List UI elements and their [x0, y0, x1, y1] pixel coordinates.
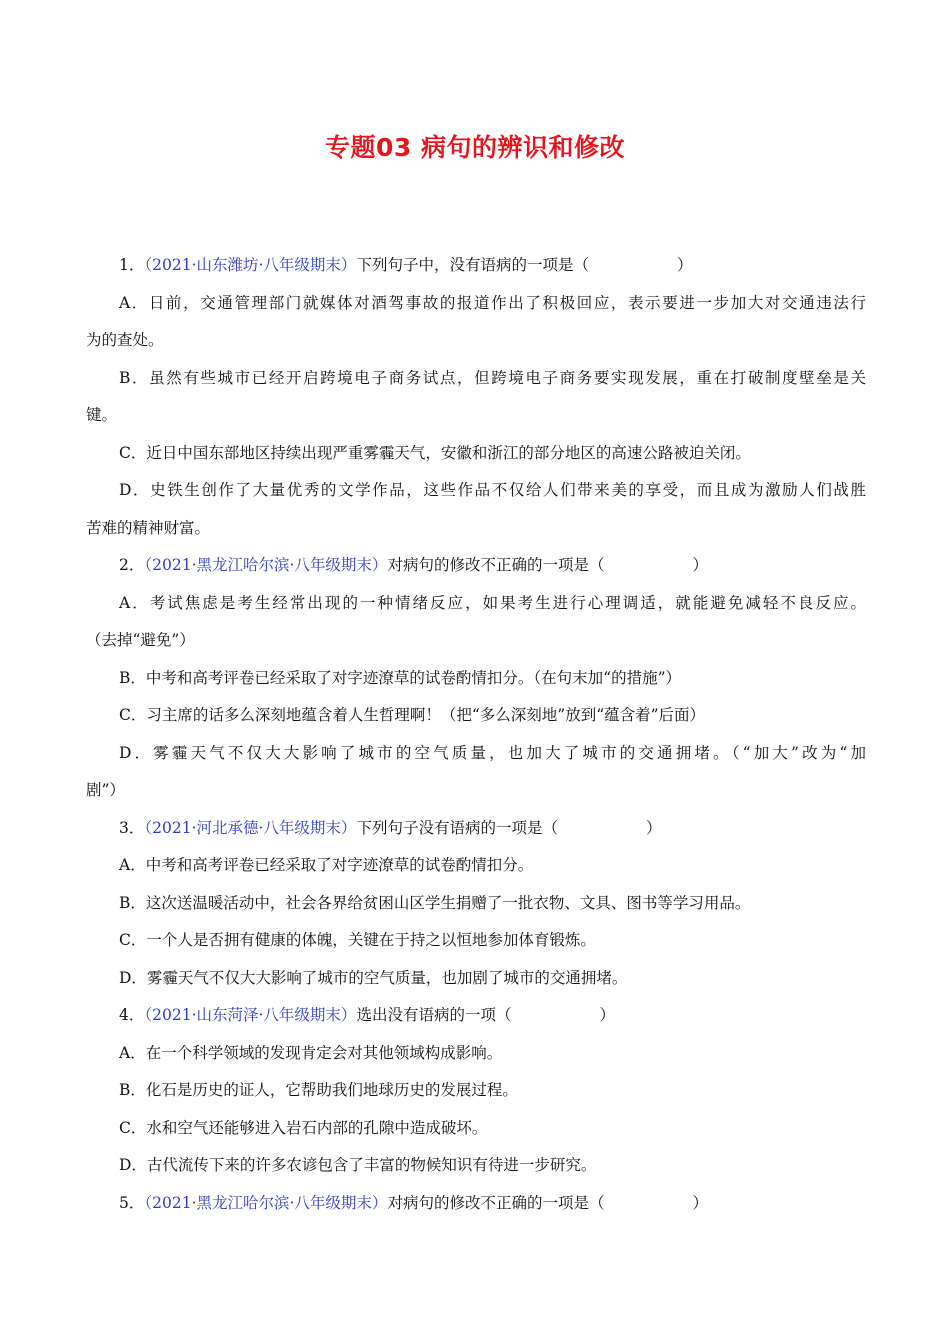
question-source: （2021·山东潍坊·八年级期末） — [144, 256, 357, 274]
option-line: D．古代流传下来的许多农谚包含了丰富的物候知识有待进一步研究。 — [119, 1156, 597, 1174]
question-stem: 2．（2021·黑龙江哈尔滨·八年级期末）对病句的修改不正确的一项是（ ） — [119, 556, 708, 574]
option-line: B．这次送温暖活动中，社会各界给贫困山区学生捐赠了一批衣物、文具、图书等学习用品。 — [119, 893, 751, 912]
question-stem: 5．（2021·黑龙江哈尔滨·八年级期末）对病句的修改不正确的一项是（ ） — [119, 1193, 708, 1212]
option-line: A．考试焦虑是考生经常出现的一种情绪反应，如果考生进行心理调适，就能避免减轻不良反应。 — [119, 593, 866, 612]
option-line: 为的查处。 — [86, 331, 164, 349]
option-line: （去掉“避免”） — [86, 631, 195, 649]
option-line: C．习主席的话多么深刻地蕴含着人生哲理啊！（把“多么深刻地”放到“蕴含着”后面） — [119, 706, 706, 724]
question-stem: 1．（2021·山东潍坊·八年级期末）下列句子中，没有语病的一项是（ ） — [119, 256, 693, 274]
question-source: （2021·山东菏泽·八年级期末） — [144, 1006, 357, 1024]
option-line: D．雾霾天气不仅大大影响了城市的空气质量，也加大了城市的交通拥堵。（“加大”改为“加 — [119, 743, 866, 762]
option-line: C．一个人是否拥有健康的体魄，关键在于持之以恒地参加体育锻炼。 — [119, 931, 596, 949]
option-line: B．虽然有些城市已经开启跨境电子商务试点，但跨境电子商务要实现发展，重在打破制度壁垒是关 — [119, 368, 866, 387]
page-title: 专题03 病句的辨识和修改 — [325, 133, 625, 162]
option-line: D．史铁生创作了大量优秀的文学作品，这些作品不仅给人们带来美的享受，而且成为激励人们战胜 — [119, 481, 866, 499]
option-line: D．雾霾天气不仅大大影响了城市的空气质量，也加剧了城市的交通拥堵。 — [119, 968, 628, 987]
option-line: 键。 — [86, 406, 118, 424]
option-line: C．近日中国东部地区持续出现严重雾霾天气，安徽和浙江的部分地区的高速公路被迫关闭。 — [119, 443, 751, 462]
question-source: （2021·黑龙江哈尔滨·八年级期末） — [144, 556, 388, 574]
option-line: B．中考和高考评卷已经采取了对字迹潦草的试卷酌情扣分。（在句末加“的措施”） — [119, 668, 681, 687]
question-list — [86, 247, 866, 1222]
option-line: 剧”） — [86, 781, 125, 799]
option-line: A．日前，交通管理部门就媒体对酒驾事故的报道作出了积极回应，表示要进一步加大对交通违法行 — [119, 293, 866, 312]
option-line: C．水和空气还能够进入岩石内部的孔隙中造成破坏。 — [119, 1118, 488, 1137]
option-line: 苦难的精神财富。 — [86, 518, 211, 537]
question-source: （2021·黑龙江哈尔滨·八年级期末） — [144, 1193, 388, 1212]
question-stem: 4．（2021·山东菏泽·八年级期末）选出没有语病的一项（ ） — [119, 1006, 615, 1024]
option-line: A．中考和高考评卷已经采取了对字迹潦草的试卷酌情扣分。 — [119, 856, 534, 874]
option-line: A．在一个科学领域的发现肯定会对其他领域构成影响。 — [119, 1043, 503, 1062]
question-stem: 3．（2021·河北承德·八年级期末）下列句子没有语病的一项是（ ） — [119, 818, 662, 837]
question-source: （2021·河北承德·八年级期末） — [144, 818, 357, 837]
option-line: B．化石是历史的证人，它帮助我们地球历史的发展过程。 — [119, 1081, 518, 1099]
